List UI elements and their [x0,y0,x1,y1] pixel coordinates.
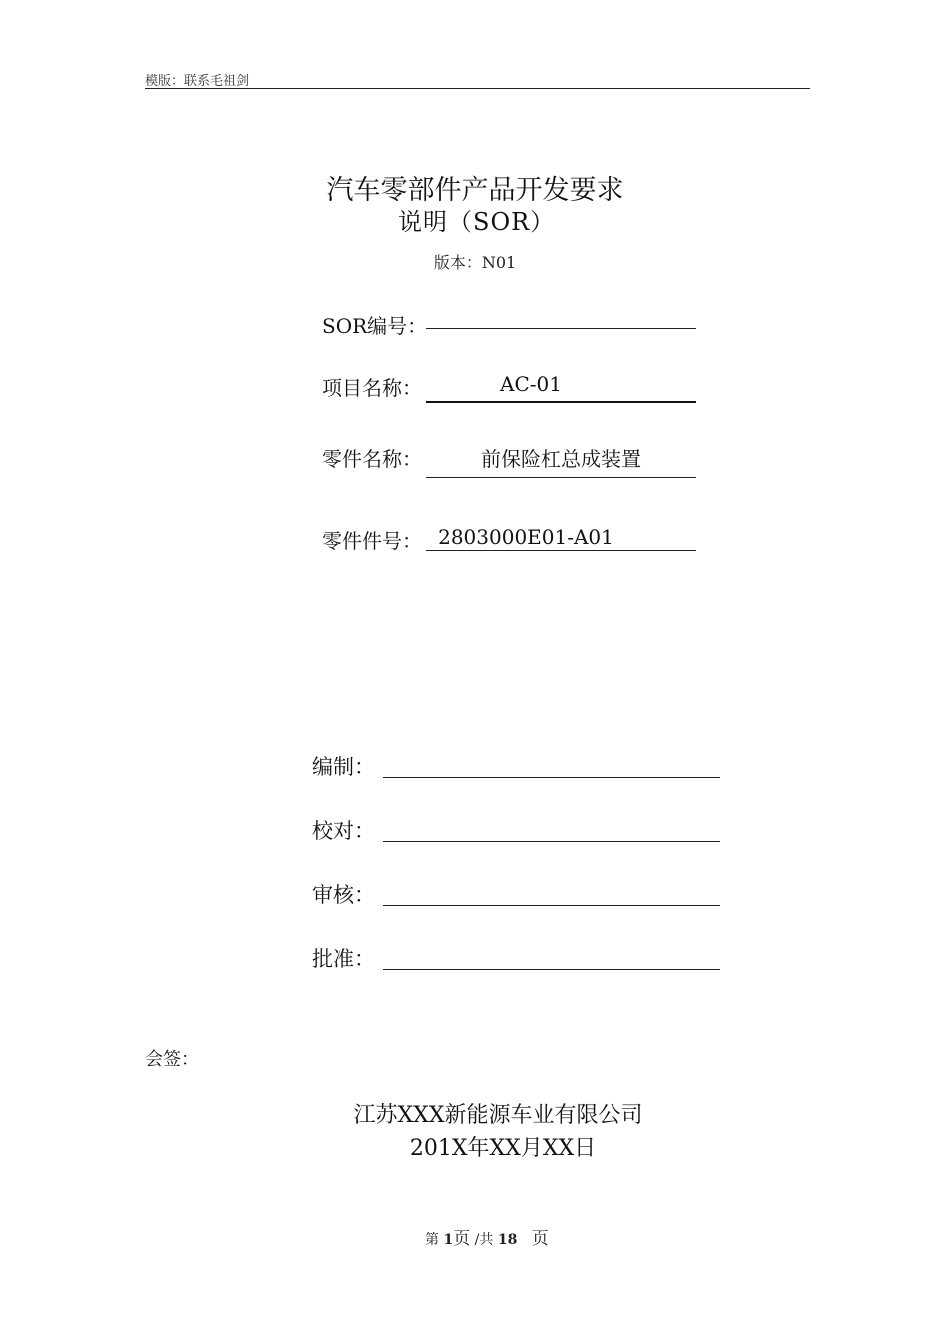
company-name: 江苏XXX新能源车业有限公司 [353,1103,643,1128]
part-number-underline [426,550,696,551]
sor-no-label: SOR编号： [322,314,428,338]
document-date: 201X年XX月XX日 [409,1136,597,1161]
part-name-label: 零件名称： [322,447,422,471]
header-divider [145,88,810,89]
page-prefix: 第 [425,1232,439,1248]
countersign-label: 会签： [145,1049,199,1070]
page-current: 1 [443,1232,454,1248]
page-total: 18 [497,1232,518,1248]
page-mid: 页 [453,1229,471,1249]
page-suffix: 页 [531,1229,549,1249]
header-template-note: 模版：联系毛祖剑 [145,74,250,89]
reviewed-by-line [383,905,720,906]
page-separator: /共 [474,1232,494,1248]
prepared-by-label: 编制： [312,755,375,779]
checked-by-label: 校对： [312,819,375,843]
part-name-value: 前保险杠总成装置 [481,447,641,471]
approved-by-label: 批准： [312,947,375,971]
document-subtitle: 说明（SOR） [398,208,556,236]
project-name-underline [426,401,696,403]
document-version: 版本：N01 [433,253,517,272]
project-name-value: AC-01 [500,372,562,396]
prepared-by-line [383,777,720,778]
sor-no-underline [426,328,696,329]
part-number-label: 零件件号： [322,529,422,553]
document-title: 汽车零部件产品开发要求 [326,175,624,206]
part-name-underline [426,477,696,478]
page-number [425,1224,549,1249]
part-number-value: 2803000E01-A01 [438,525,614,549]
project-name-label: 项目名称： [322,376,422,400]
approved-by-line [383,969,720,970]
checked-by-line [383,841,720,842]
reviewed-by-label: 审核： [312,883,375,907]
